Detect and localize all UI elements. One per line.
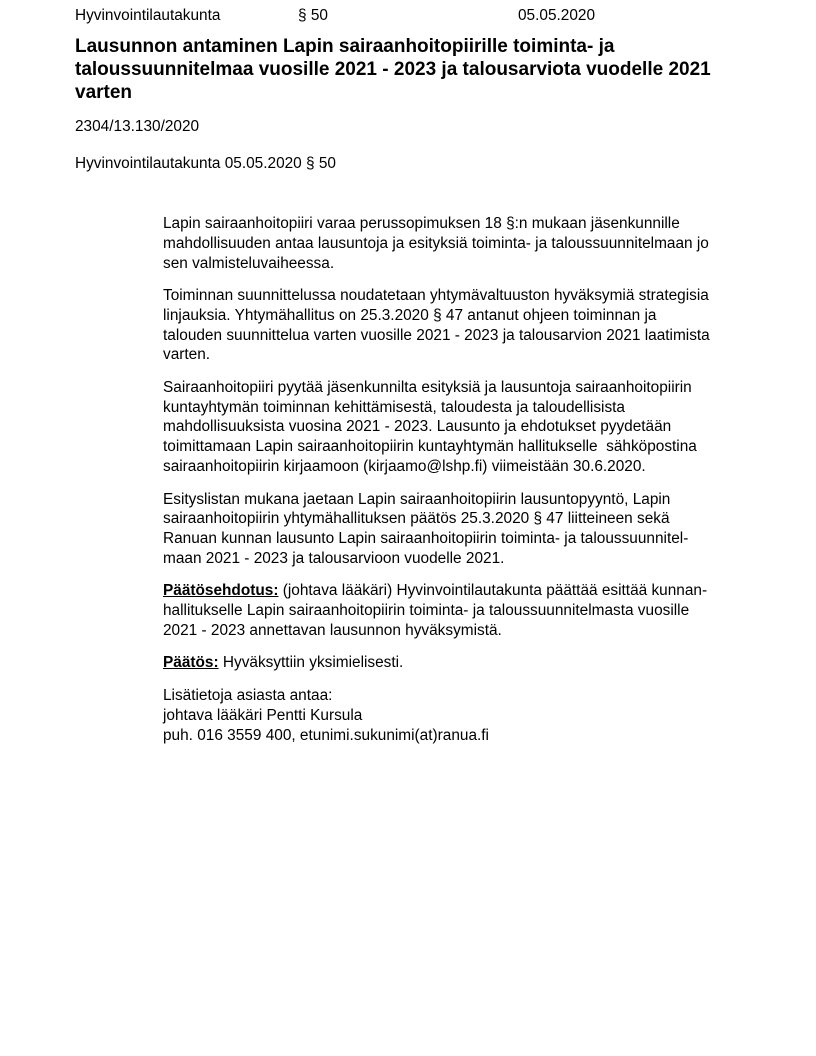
text-line: Sairaanhoitopiiri pyytää jäsenkunnilta esityksiä ja lausuntoja sairaanhoitopiirin: [163, 379, 692, 397]
decision-text: Hyväksyttiin yksimielisesti.: [218, 654, 404, 672]
text-line: varten: [75, 81, 133, 103]
decision-proposal-label: Päätösehdotus:: [163, 582, 279, 600]
text-line: linjauksia. Yhtymähallitus on 25.3.2020 § 47 antanut ohjeen toiminnan ja: [163, 306, 657, 324]
text-line: Lausunnon antaminen Lapin sairaanhoitopiirille toiminta- ja: [75, 35, 615, 57]
additional-info-block: [163, 686, 763, 745]
text-line: taloussuunnitelmaa vuosille 2021 - 2023 ja talousarviota vuodelle 2021: [75, 58, 711, 80]
decision-proposal-paragraph: [163, 581, 763, 640]
text-line: Ranuan kunnan lausunto Lapin sairaanhoitopiirin toiminta- ja taloussuunnitel-: [163, 529, 689, 547]
text-line: Lisätietoja asiasta antaa:: [163, 687, 333, 705]
decision-label: Päätös:: [163, 654, 219, 672]
header-date: 05.05.2020: [518, 7, 596, 24]
text-line: maan 2021 - 2023 ja talousarvioon vuodelle 2021.: [163, 549, 505, 567]
text-line: kuntayhtymän toiminnan kehittämisestä, taloudesta ja taloudellisista: [163, 398, 625, 416]
text-line: Esityslistan mukana jaetaan Lapin sairaanhoitopiirin lausuntopyyntö, Lapin: [163, 490, 671, 508]
text-line: Toiminnan suunnittelussa noudatetaan yhtymävaltuuston hyväksymiä strategisia: [163, 287, 709, 305]
body-paragraph-1: [163, 214, 763, 273]
text-line: hallitukselle Lapin sairaanhoitopiirin toiminta- ja taloussuunnitelmasta vuosille: [163, 602, 690, 620]
text-line: Lapin sairaanhoitopiiri varaa perussopimuksen 18 §:n mukaan jäsenkunnille: [163, 215, 680, 233]
text-line: sairaanhoitopiirin kirjaamoon (kirjaamo@lshp.fi) viimeistään 30.6.2020.: [163, 457, 646, 475]
body-paragraph-3: [163, 378, 763, 477]
text-line: johtava lääkäri Pentti Kursula: [163, 706, 363, 724]
committee-date-subheading: Hyvinvointilautakunta 05.05.2020 § 50: [75, 155, 336, 173]
decision-paragraph: [163, 653, 763, 673]
header-committee: Hyvinvointilautakunta: [75, 7, 221, 24]
body-paragraph-4: [163, 490, 763, 569]
decision-line: [163, 653, 763, 673]
decision-proposal-first-line-text: (johtava lääkäri) Hyvinvointilautakunta päättää esittää kunnan-: [278, 582, 708, 600]
text-line: mahdollisuuden antaa lausuntoja ja esityksiä toiminta- ja taloussuunnitelmaan jo: [163, 234, 709, 252]
decision-proposal-continuation: [163, 601, 763, 640]
document-title: [75, 35, 741, 104]
text-line: talouden suunnittelua varten vuosille 2021 - 2023 ja talousarvion 2021 laatimista: [163, 326, 710, 344]
text-line: 2021 - 2023 annettavan lausunnon hyväksymistä.: [163, 621, 502, 639]
body-paragraph-2: [163, 286, 763, 365]
text-line: sen valmisteluvaiheessa.: [163, 254, 335, 272]
case-number: 2304/13.130/2020: [75, 117, 200, 135]
header-section-number: § 50: [298, 7, 328, 24]
text-line: mahdollisuuksista vuosina 2021 - 2023. Lausunto ja ehdotukset pyydetään: [163, 418, 672, 436]
document-body: [163, 214, 763, 745]
text-line: varten.: [163, 346, 211, 364]
text-line: sairaanhoitopiirin yhtymähallituksen päätös 25.3.2020 § 47 liitteineen sekä: [163, 510, 670, 528]
document-header: [75, 0, 816, 26]
text-line: toimittamaan Lapin sairaanhoitopiirin kuntayhtymän hallitukselle sähköpostina: [163, 438, 697, 456]
decision-proposal-first-line: [163, 581, 763, 601]
text-line: puh. 016 3559 400, etunimi.sukunimi(at)ranua.fi: [163, 726, 489, 744]
